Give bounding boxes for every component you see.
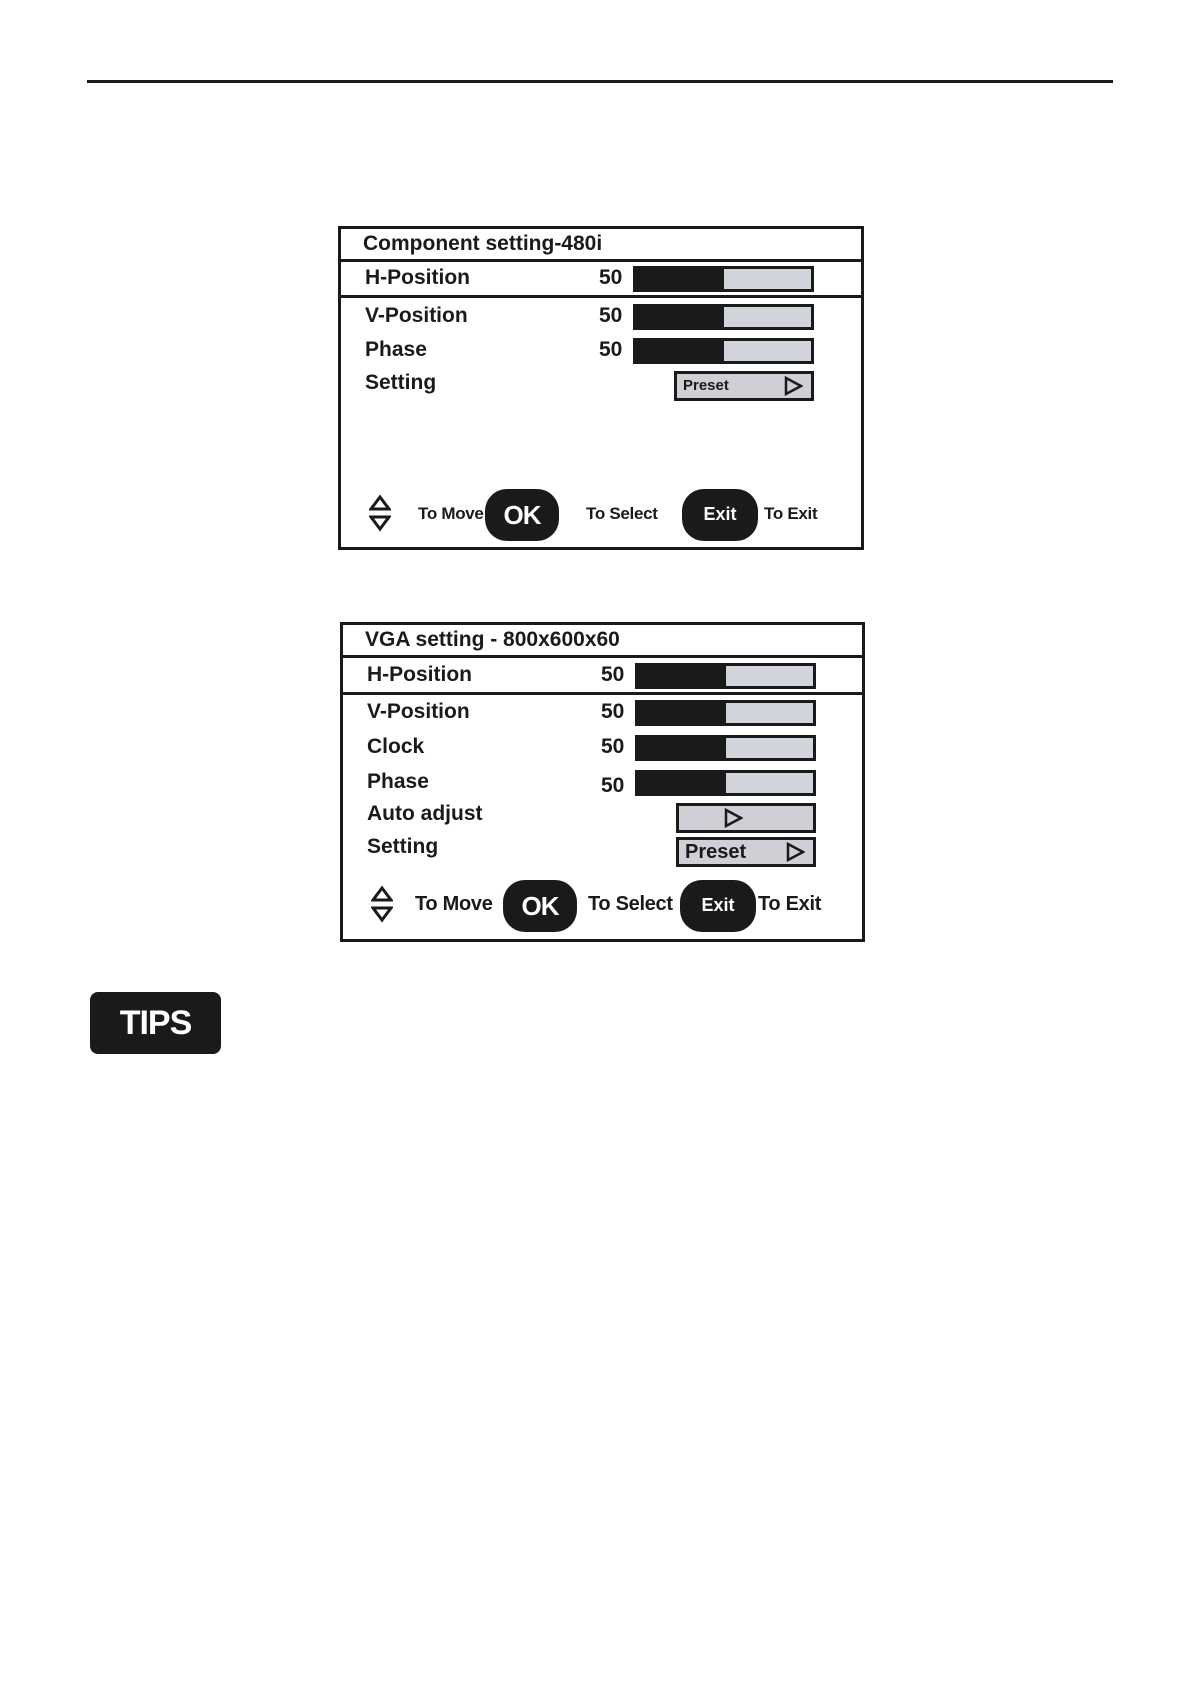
- slider-bar[interactable]: [635, 770, 816, 796]
- slider-fill: [638, 666, 726, 686]
- slider-fill: [638, 703, 726, 723]
- exit-key[interactable]: Exit: [682, 489, 758, 541]
- to-move-label: To Move: [418, 504, 484, 523]
- play-arrow-icon: [783, 376, 803, 396]
- slider-bar[interactable]: [635, 735, 816, 761]
- play-arrow-icon: [723, 808, 743, 828]
- slider-fill: [636, 307, 724, 327]
- slider-bar[interactable]: [635, 663, 816, 689]
- row-label: Setting: [365, 371, 437, 394]
- row-label: V-Position: [367, 700, 470, 723]
- slider-fill: [636, 341, 724, 361]
- row-value: 50: [599, 338, 623, 361]
- slider-bar[interactable]: [633, 266, 814, 292]
- row-label: H-Position: [365, 266, 470, 289]
- tips-badge: TIPS: [90, 992, 221, 1054]
- menu-title: Component setting-480i: [341, 229, 861, 262]
- menu-row-phase[interactable]: [343, 766, 862, 799]
- slider-fill: [638, 773, 726, 793]
- preset-button[interactable]: [676, 837, 816, 867]
- menu-row-phase[interactable]: [341, 334, 861, 367]
- to-select-label: To Select: [588, 893, 673, 915]
- row-value: 50: [601, 735, 625, 758]
- preset-label: Preset: [685, 841, 747, 863]
- component-setting-menu: [338, 226, 864, 550]
- ok-key[interactable]: OK: [485, 489, 559, 541]
- slider-bar[interactable]: [635, 700, 816, 726]
- row-label: Phase: [365, 338, 427, 361]
- row-label: H-Position: [367, 663, 472, 686]
- to-select-label: To Select: [586, 504, 658, 523]
- menu-row-setting[interactable]: [341, 367, 861, 400]
- menu-row-setting[interactable]: [343, 831, 862, 864]
- menu-row-clock[interactable]: [343, 731, 862, 764]
- row-value: 50: [601, 774, 625, 797]
- play-arrow-icon: [785, 842, 805, 862]
- menu-row-v-position[interactable]: [343, 696, 862, 729]
- row-label: Phase: [367, 770, 429, 793]
- row-label: Setting: [367, 835, 439, 858]
- preset-button[interactable]: [674, 371, 814, 401]
- menu-footer: [343, 878, 862, 934]
- menu-row-v-position[interactable]: [341, 300, 861, 333]
- to-move-label: To Move: [415, 893, 493, 915]
- row-value: 50: [601, 700, 625, 723]
- row-label: Auto adjust: [367, 802, 483, 825]
- exit-key[interactable]: Exit: [680, 880, 756, 932]
- ok-key[interactable]: OK: [503, 880, 577, 932]
- up-down-arrows-icon: [369, 495, 391, 533]
- slider-fill: [638, 738, 726, 758]
- menu-row-h-position[interactable]: [343, 659, 862, 695]
- row-value: 50: [599, 304, 623, 327]
- to-exit-label: To Exit: [758, 893, 822, 915]
- page-top-rule: [87, 80, 1113, 83]
- to-exit-label: To Exit: [764, 504, 818, 523]
- preset-label: Preset: [683, 377, 729, 394]
- row-label: Clock: [367, 735, 425, 758]
- slider-bar[interactable]: [633, 338, 814, 364]
- up-down-arrows-icon: [371, 886, 393, 924]
- menu-row-auto-adjust[interactable]: [343, 798, 862, 831]
- slider-bar[interactable]: [633, 304, 814, 330]
- menu-title: VGA setting - 800x600x60: [343, 625, 862, 658]
- row-value: 50: [601, 663, 625, 686]
- slider-fill: [636, 269, 724, 289]
- menu-row-h-position[interactable]: [341, 262, 861, 298]
- vga-setting-menu: [340, 622, 865, 942]
- row-value: 50: [599, 266, 623, 289]
- row-label: V-Position: [365, 304, 468, 327]
- auto-adjust-button[interactable]: [676, 803, 816, 833]
- menu-footer: [341, 487, 861, 543]
